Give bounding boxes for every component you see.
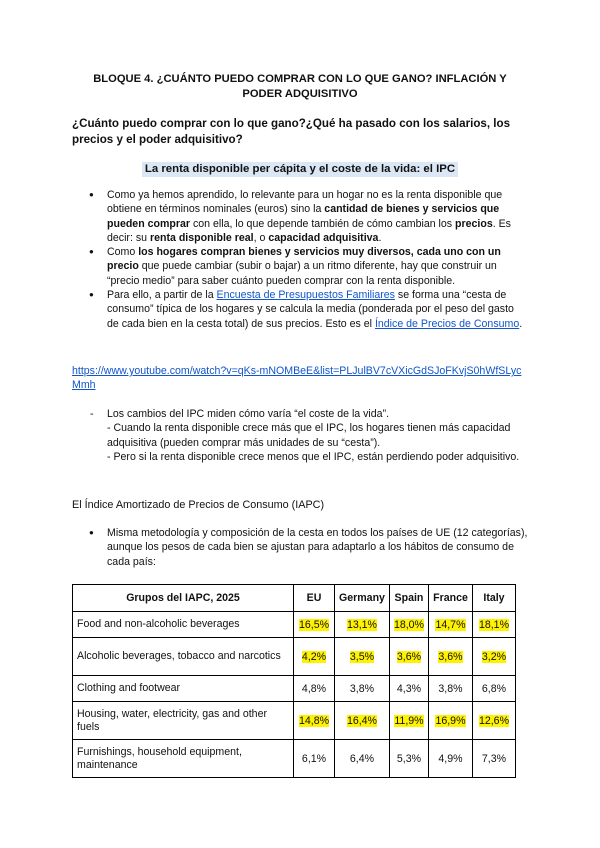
cell-value bbox=[294, 612, 335, 638]
link-indice-precios-consumo[interactable]: Índice de Precios de Consumo bbox=[374, 317, 520, 330]
cell-value bbox=[389, 612, 428, 638]
bold-run: los hogares compran bienes y servicios muy diversos, cada uno con un precio bbox=[107, 246, 501, 273]
cell-value bbox=[335, 612, 390, 638]
cell-value bbox=[294, 702, 335, 740]
cell-text: 6,1% bbox=[301, 752, 327, 765]
cell-value bbox=[335, 702, 390, 740]
text-run: se forma una “cesta de consumo” típica de los hogares y se calcula la media (ponderada por el peso del gasto de cada bien en la cesta total) de sus precios. Esto es el bbox=[107, 289, 514, 330]
cell-value bbox=[389, 638, 428, 676]
page-title: BLOQUE 4. ¿CUÁNTO PUEDO COMPRAR CON LO QUE GANO? INFLACIÓN Y PODER ADQUISITIVO bbox=[93, 73, 507, 100]
header-italy: Italy bbox=[472, 585, 515, 612]
cell-value bbox=[472, 740, 515, 778]
cell-value bbox=[428, 702, 472, 740]
text-run: . bbox=[378, 231, 382, 244]
iapc-bullet-item: ● Misma metodología y composición de la cesta en todos los países de UE (12 categorías), aunque los pesos de cada bien se ajustan para adaptarlo a los hábitos de consumo de cada país: bbox=[72, 526, 528, 569]
text-run: que puede cambiar (subir o bajar) a un ritmo diferente, hay que construir un “precio medio” para saber cuánto pueden comprar con la renta disponible. bbox=[107, 260, 497, 287]
dash-list bbox=[72, 407, 528, 464]
cell-value bbox=[428, 638, 472, 676]
cell-text: 7,3% bbox=[481, 752, 507, 765]
table-row bbox=[73, 740, 516, 778]
cell-text: 4,9% bbox=[438, 752, 463, 765]
bold-run: capacidad adquisitiva bbox=[268, 231, 379, 244]
row-group-label: Alcoholic beverages, tobacco and narcotics bbox=[73, 638, 294, 676]
text-run: . Es decir: su bbox=[107, 217, 511, 244]
dash-item bbox=[72, 407, 528, 464]
row-group-label: Clothing and footwear bbox=[73, 676, 294, 702]
dash-line-3: - Pero si la renta disponible crece menos que el IPC, están perdiendo poder adquisitivo. bbox=[107, 450, 520, 463]
cell-value bbox=[389, 676, 428, 702]
text-run: . bbox=[519, 317, 523, 330]
text-run: Como ya hemos aprendido, lo relevante para un hogar no es la renta disponible que obtiene en términos nominales (euros) sino la bbox=[107, 189, 503, 216]
cell-value bbox=[472, 612, 515, 638]
cell-text: 16,9% bbox=[435, 714, 466, 727]
cell-value bbox=[294, 638, 335, 676]
cell-value bbox=[335, 676, 390, 702]
header-france: France bbox=[428, 585, 472, 612]
youtube-link-paragraph bbox=[72, 364, 528, 393]
cell-value bbox=[428, 676, 472, 702]
text-run: Para ello, a partir de la bbox=[107, 289, 217, 302]
row-group-label: Food and non-alcoholic beverages bbox=[73, 612, 294, 638]
cell-text: 13,1% bbox=[346, 618, 377, 631]
bullet-item-consumer-basket bbox=[72, 288, 528, 331]
guiding-question: ¿Cuánto puedo comprar con lo que gano?¿Qué ha pasado con los salarios, los precios y el poder adquisitivo? bbox=[72, 117, 511, 146]
cell-value bbox=[472, 638, 515, 676]
cell-text: 14,8% bbox=[298, 714, 330, 727]
cell-text: 6,8% bbox=[481, 682, 507, 695]
bold-run: precios bbox=[455, 217, 493, 230]
dash-line-1: Los cambios del IPC miden cómo varía “el coste de la vida”. bbox=[107, 408, 390, 420]
cell-text: 3,6% bbox=[396, 650, 422, 663]
table-row bbox=[73, 612, 516, 638]
header-germany: Germany bbox=[335, 585, 390, 612]
section-subtitle: La renta disponible per cápita y el coste de la vida: el IPC bbox=[142, 162, 458, 177]
cell-text: 12,6% bbox=[478, 714, 509, 727]
youtube-link[interactable]: https://www.youtube.com/watch?v=qKs-mNOMBeE&list=PLJulBV7cVXicGdSJoFKvjS0hWfSLycMmh bbox=[72, 365, 522, 392]
cell-value bbox=[335, 740, 390, 778]
header-eu: EU bbox=[294, 585, 335, 612]
header-spain: Spain bbox=[389, 585, 428, 612]
row-group-label: Housing, water, electricity, gas and other fuels bbox=[73, 702, 294, 740]
table-row bbox=[73, 702, 516, 740]
cell-text: 14,7% bbox=[435, 618, 466, 631]
table-row bbox=[73, 638, 516, 676]
bold-run: cantidad de bienes y servicios que pueden comprar bbox=[107, 203, 500, 230]
cell-text: 16,4% bbox=[346, 714, 377, 727]
bold-run: renta disponible real bbox=[149, 231, 254, 244]
cell-text: 3,2% bbox=[481, 650, 507, 663]
bullet-item-real-income bbox=[72, 188, 528, 245]
cell-value bbox=[472, 676, 515, 702]
cell-value bbox=[389, 702, 428, 740]
cell-value bbox=[472, 702, 515, 740]
cell-text: 3,5% bbox=[349, 650, 375, 663]
text-run: Como bbox=[107, 246, 139, 259]
section-subtitle-wrap bbox=[72, 159, 528, 177]
bullet-list bbox=[72, 188, 528, 331]
cell-text: 3,8% bbox=[438, 682, 463, 695]
iapc-weights-table bbox=[72, 584, 516, 778]
cell-value bbox=[428, 740, 472, 778]
table-header-row bbox=[73, 585, 516, 612]
cell-text: 16,5% bbox=[298, 618, 330, 631]
cell-text: 3,6% bbox=[438, 650, 463, 663]
cell-text: 18,1% bbox=[478, 618, 509, 631]
dash-line-2: - Cuando la renta disponible crece más que el IPC, los hogares tienen más capacidad adquisitiva (pueden comprar más unidades de su “cesta”). bbox=[107, 422, 511, 449]
cell-value bbox=[389, 740, 428, 778]
bullet-item-average-price bbox=[72, 245, 528, 288]
row-group-label: Furnishings, household equipment, maintenance bbox=[73, 740, 294, 778]
cell-text: 6,4% bbox=[349, 752, 375, 765]
cell-text: 5,3% bbox=[396, 752, 422, 765]
cell-text: 4,3% bbox=[396, 682, 422, 695]
dash-marker: - bbox=[90, 408, 94, 420]
cell-text: 18,0% bbox=[393, 618, 424, 631]
cell-text: 4,2% bbox=[301, 650, 327, 663]
cell-value bbox=[428, 612, 472, 638]
cell-value bbox=[294, 676, 335, 702]
cell-value bbox=[294, 740, 335, 778]
cell-text: 3,8% bbox=[349, 682, 375, 695]
table-row bbox=[73, 676, 516, 702]
iapc-bullet-list bbox=[72, 526, 528, 569]
iapc-heading: El Índice Amortizado de Precios de Consumo (IAPC) bbox=[72, 499, 325, 511]
cell-text: 11,9% bbox=[394, 714, 424, 727]
cell-text: 4,8% bbox=[301, 682, 327, 695]
cell-value bbox=[335, 638, 390, 676]
header-group: Grupos del IAPC, 2025 bbox=[73, 585, 294, 612]
link-encuesta-presupuestos[interactable]: Encuesta de Presupuestos Familiares bbox=[216, 289, 395, 302]
text-run: , o bbox=[253, 231, 269, 244]
text-run: con ella, lo que depende también de cómo cambian los bbox=[190, 217, 456, 230]
